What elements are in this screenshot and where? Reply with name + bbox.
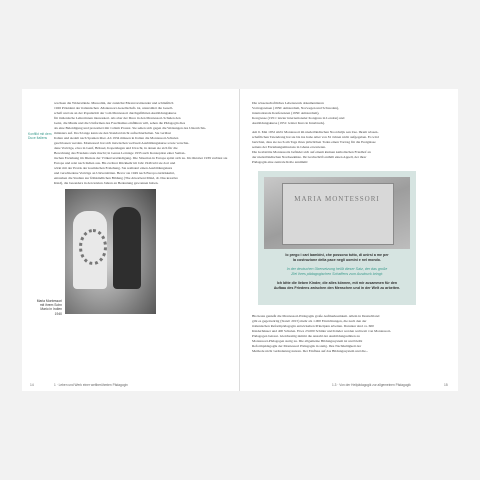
body-line: für italienische Lehrerinnen interessiert. Als aber der Duce in den Montessori-Schulen den [54,116,181,120]
body-line: Bis heute genießt die Montessori-Pädagogik große Aufmerksamkeit. Allein in Deutschland [252,314,380,318]
body-line: Kongresse (1951: letzter internationaler Kongress in London) und [252,116,345,120]
body-line: als eine Beleidigung und protestiert mit vollem Protest. Sie sehen sich gegen die Weisungen des Unterrichts- [54,126,207,130]
montessori-photo [65,189,156,314]
body-line: italienischen Reformpädagogin entwickelten Prinzipien arbeiten. Darunter sind ca. 600 [252,324,374,328]
body-line: entstehen die Studien zur frühkindlichen Bildung (The Absorbent Mind, dt. Das kreative [54,176,178,180]
left-page [22,89,240,391]
body-line: Reformpädagogik der Montessori Pädagogik in stetig. Ihre Nachhaltigkeit der [252,344,362,348]
translation-intro-line: In der deutschen Übersetzung heißt dieser Satz, der das große [286,267,388,271]
body-line: Pädagogen betreut. Gleichzeitig nimmt die Anzahl der Ausbildungsstätten zu [252,334,360,338]
gravestone-photo [264,177,410,249]
body-line: Italien und siedelt nach Spanien über. Ab 1934 müssen in Italien die Montessori-Schulen [54,136,179,140]
body-line: der niederländischen Nordseeküste. Ihr Grabschrift enthält einen Appell, der ihrer [252,155,367,159]
body-line: Vortragsreisen (1950: Amsterdam, Norwegen und Schweden), [252,106,339,110]
body-line: Am 6. Mai 1952 stirbt Montessori im niederländischen Noordwijk aan Zee. Ihrem wissen- [252,130,379,134]
running-head: 1 · Leben und Werk einer weltberühmten Pädagogin [54,383,128,387]
body-line: Montessori-Pädagogen stetig zu. Die allgemeine Bildungssystem ist und bleibt [252,339,363,343]
body-line: gibt es gegenwärtig (Stand: 2015) mehr als 1.000 Einrichtungen, die nach den der [252,319,367,323]
body-line: 1926 Präsident der italienischen ›Montessori-Gesellschaft‹ ist, unterstützt die Gesell- [54,106,174,110]
right-page [240,89,458,391]
body-line: Pädagogik eine zentrale Rolle annimmt: [252,160,309,164]
body-line: wirkt mit der Praxis der kosmischen Erziehung. Sie realisiert einen Ausbildungskurs [54,166,173,170]
gravestone-inscription: MARIA MONTESSORI [294,195,380,203]
german-quote-line: Ich bitte die lieben Kinder, die alles können, mit mir zusammen für den [276,281,398,285]
german-quote-line: Aufbau des Friedens zwischen den Menschen und in der Welt zu arbeiten. [273,286,401,290]
body-line: dene Vorträge, etwa in Genf, Brüssel, Kopenhagen und Utrecht, in denen sie sich für die [54,146,178,150]
body-line: Geist, die Musik und die Uniformen des Faschismus einführen will, sehen die Pädagogin dies [54,121,186,125]
photo-garland [79,229,107,265]
page-number: 15 [444,383,448,387]
body-line: internationale Konferenzen (1950: Amsterdam), [252,111,320,115]
body-line: Kinderhäuser und 400 Schulen. Etwa 23.000 Schüler und Kinder werden weltweit von Montessori- [252,329,391,333]
body-line: geschlossen werden. Montessori hat sich inzwischen weltweit Ausbildungskurse sowie verschie- [54,141,190,145]
italian-quote-line: Io prego i cari bambini, che possono tutto, di unirsi a me per [285,253,389,257]
body-line: und verschiedene Vorträge an Universitäten. Bevor sie 1949 nach Europa zurückkehrt, [54,171,175,175]
translation-intro-line: Ziel ihres pädagogischen Schaffens zum Ausdruck bringt: [291,272,383,276]
running-head: 1.3 · Von der Heilpädagogik zur allgemeinen Pädagogik [332,383,411,387]
body-line: schaftlichen Tatendrang hat sie bis ins hohe Alter von 81 Jahren nicht aufgegeben. Es wird [252,135,379,139]
body-line: Methode nicht veränderung nutzen. Der Einfluss auf das Bildungssystem und die... [252,349,369,353]
body-line: Europa und reist nach Indien aus. Bis zu ihrer Rückkehr im Jahr 1946 lebt sie dort und [54,161,176,165]
gravestone [282,183,394,245]
body-line: berichtet, dass sie noch am Tage ihres plötzlichen Todes einen Vortrag für die Ereignisse [252,140,376,144]
body-line: seitens der Erziehungsmissions in Ghana erwarteten. [252,145,326,149]
photo-caption: Maria Montessori mit ihrem Sohn Mario in Indien 1940 [36,299,62,316]
photo-figure-man [113,207,141,289]
body-line: wachsen die Widerstände. Mussolini, der zunächst Ehrenvorsitzender und schließlich [54,101,174,105]
body-line: tischen Erziehung im Dienste der Völkerverständigung. Die Situation in Europa spitzt sich zu. Im Oktober 1939 verlässt sie [54,156,228,160]
page-number: 14 [30,383,34,387]
body-line: Ausbildungskurse (1951: letzter Kurs in Innsbruck). [252,121,326,125]
body-line: Bewahrung des Friedens stark macht; in Genua Lerntage 1933 auch Konzeption einer Seman- [54,151,186,155]
body-line: schaft und sie an der Popularität der vom Montessori durchgeführten Ausbildungskurse [54,111,177,115]
body-line: ministers auf. Doch lange kann sie den Standard nicht aufrechterhalten. Sie verlässt [54,131,171,135]
body-line: Die Grabstätte Montessoris befindet sich auf einem kleinen katholischen Friedhof an [252,150,371,154]
italian-quote-line: la costruzione della pace negli uomini e nel mondo. [293,258,381,262]
margin-note: Konflikt mit dem Duce Italiens [28,132,52,141]
body-line: Die wissenschaftliches Lebenswerk dokumentieren [252,101,324,105]
body-line: Kind), die besonders in den letzten Jahren an Bedeutung gewonnen haben. [54,181,159,185]
